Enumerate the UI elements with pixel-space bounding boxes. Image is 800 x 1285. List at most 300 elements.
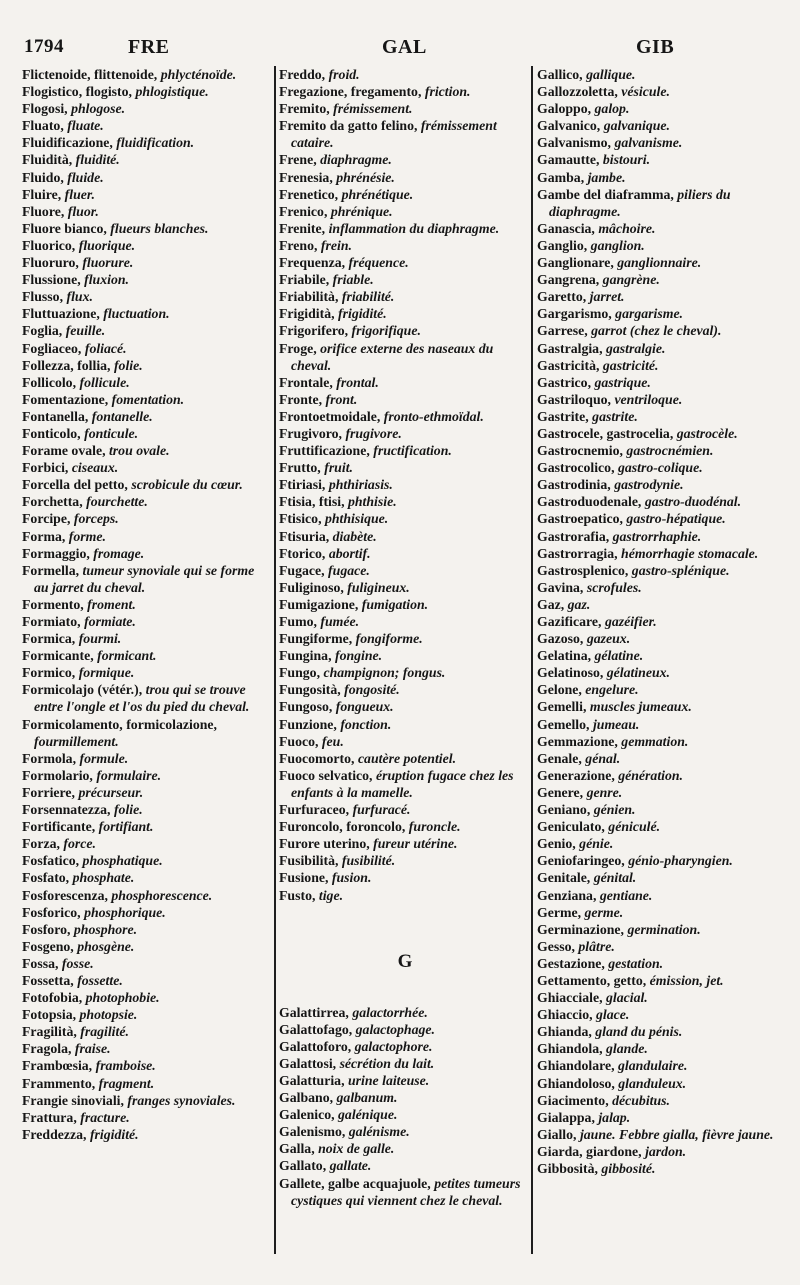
dictionary-entry: [279, 647, 531, 664]
entry-term: Fusto,: [279, 887, 319, 903]
dictionary-entry: [22, 374, 272, 391]
entry-term: Gelatina,: [537, 648, 595, 664]
dictionary-entry: [22, 510, 272, 527]
entry-term: Fusibilità,: [279, 853, 342, 869]
entry-term: Giacimento,: [537, 1092, 613, 1108]
entry-term: Froge,: [279, 340, 321, 356]
entry-translation: phosphate.: [72, 870, 135, 886]
entry-term: Fosforo,: [22, 921, 74, 937]
dictionary-entry: [537, 1075, 799, 1092]
entry-translation: frigidité.: [89, 1126, 139, 1142]
entry-term: Galvanico,: [537, 118, 604, 134]
entry-term: Ghiandolare,: [537, 1058, 619, 1074]
entry-translation: phlogose.: [71, 101, 126, 117]
dictionary-entry: [22, 322, 272, 339]
entry-term: Ganglionare,: [537, 255, 618, 271]
entry-term: Fusione,: [279, 870, 332, 886]
dictionary-column-2: [279, 66, 531, 1256]
entry-translation: gastrocèle.: [676, 425, 738, 441]
entry-translation: garrot (chez le cheval).: [591, 323, 722, 339]
entry-translation: frein.: [320, 237, 352, 253]
entry-term: Frenico,: [279, 203, 331, 219]
entry-term: Galattoforo,: [279, 1038, 355, 1054]
entry-translation: germe.: [584, 904, 624, 920]
dictionary-entry: [279, 545, 531, 562]
dictionary-entry: [22, 938, 272, 955]
entry-term: Galatturia,: [279, 1072, 348, 1088]
entry-term: Funzione,: [279, 716, 341, 732]
dictionary-entry: [279, 1038, 531, 1055]
entry-term: Fungo,: [279, 665, 324, 681]
entry-translation: furoncle.: [408, 819, 461, 835]
dictionary-entry: [279, 1021, 531, 1038]
dictionary-entry: [22, 169, 272, 186]
entry-term: Gastrocele, gastrocelia,: [537, 425, 677, 441]
entry-translation: fongosité.: [344, 682, 400, 698]
entry-term: Gemello,: [537, 716, 593, 732]
entry-translation: galénisme.: [348, 1124, 410, 1140]
dictionary-entry: [537, 442, 799, 459]
dictionary-entry: [537, 1057, 799, 1074]
entry-term: Gestazione,: [537, 955, 609, 971]
entry-translation: urine laiteuse.: [347, 1072, 430, 1088]
entry-term: Fungina,: [279, 648, 335, 664]
dictionary-entry: [279, 391, 531, 408]
entry-translation: abortif.: [328, 545, 371, 561]
entry-translation: folie.: [113, 802, 143, 818]
entry-translation: tumeur synoviale qui se forme au jarret du cheval.: [34, 562, 255, 595]
entry-term: Gesso,: [537, 938, 579, 954]
dictionary-entry: [279, 374, 531, 391]
dictionary-entry: [22, 408, 272, 425]
entry-translation: fourmillement.: [34, 733, 119, 749]
entry-translation: fronto-ethmoïdal.: [383, 408, 484, 424]
dictionary-entry: [537, 1143, 799, 1160]
entry-term: Giallo,: [537, 1126, 580, 1142]
entry-term: Genale,: [537, 750, 586, 766]
entry-term: Flictenoide, flittenoide,: [22, 67, 161, 82]
dictionary-entry: [22, 1023, 272, 1040]
entry-translation: gallate.: [329, 1158, 372, 1174]
entry-term: Ganascia,: [537, 220, 599, 236]
entry-term: Fotofobia,: [22, 990, 86, 1006]
dictionary-entry: [537, 408, 799, 425]
entry-term: Galenico,: [279, 1107, 339, 1123]
entry-term: Frontale,: [279, 374, 337, 390]
entry-term: Fluido,: [22, 169, 68, 185]
entry-term: Genziana,: [537, 887, 600, 903]
entry-term: Fuocomorto,: [279, 750, 358, 766]
entry-term: Gastrorragia,: [537, 545, 622, 561]
entry-translation: fluctuation.: [103, 306, 170, 322]
entry-term: Furore uterino,: [279, 836, 374, 852]
entry-translation: gland du pénis.: [595, 1024, 683, 1040]
entry-translation: ciseaux.: [71, 460, 119, 476]
section-letter: G: [397, 950, 413, 972]
dictionary-entry: [279, 220, 531, 237]
dictionary-entry: [537, 83, 799, 100]
dictionary-entry: [537, 134, 799, 151]
dictionary-entry: [279, 66, 531, 83]
entry-translation: fluxion.: [84, 272, 129, 288]
dictionary-entry: [537, 169, 799, 186]
entry-translation: génien.: [593, 802, 636, 818]
entry-term: Flussione,: [22, 272, 85, 288]
entry-translation: fluide.: [67, 169, 104, 185]
entry-translation: gastro-hépatique.: [626, 511, 726, 527]
dictionary-entry: [279, 852, 531, 869]
entry-term: Fonticolo,: [22, 425, 85, 441]
dictionary-entry: [279, 1004, 531, 1021]
dictionary-entry: [537, 459, 799, 476]
entry-translation: froment.: [87, 596, 136, 612]
dictionary-entry: [537, 716, 799, 733]
entry-translation: fluorure.: [82, 255, 134, 271]
dictionary-entry: [537, 801, 799, 818]
entry-translation: sécrétion du lait.: [339, 1055, 435, 1071]
entry-translation: fuligineux.: [347, 579, 410, 595]
entry-translation: engelure.: [585, 682, 639, 698]
entry-term: Formento,: [22, 596, 88, 612]
dictionary-entry: [537, 972, 799, 989]
dictionary-entry: [537, 100, 799, 117]
running-head-middle: GAL: [382, 36, 427, 58]
dictionary-entry: [279, 579, 531, 596]
dictionary-entry: [22, 476, 272, 493]
entry-term: Forame ovale,: [22, 443, 109, 459]
entry-translation: gastro-colique.: [617, 460, 703, 476]
entry-term: Fregazione, fregamento,: [279, 84, 425, 100]
dictionary-entry: [22, 1126, 272, 1143]
dictionary-entry: [537, 510, 799, 527]
entry-translation: gastrorrhaphie.: [612, 528, 702, 544]
entry-term: Fremito da gatto felino,: [279, 118, 421, 134]
entry-term: Formicolamento, formicolazione,: [22, 716, 218, 732]
entry-term: Frutto,: [279, 460, 325, 476]
entry-term: Gallozzoletta,: [537, 84, 622, 100]
entry-translation: gaz.: [567, 596, 591, 612]
entry-translation: germination.: [627, 921, 701, 937]
entry-term: Forza,: [22, 836, 64, 852]
dictionary-entry: [537, 1092, 799, 1109]
entry-translation: galénique.: [338, 1107, 398, 1123]
entry-translation: fraise.: [74, 1041, 111, 1057]
entry-translation: framboise.: [95, 1058, 156, 1074]
dictionary-entry: [537, 630, 799, 647]
dictionary-entry: [537, 852, 799, 869]
entry-term: Germe,: [537, 904, 585, 920]
entry-term: Flusso,: [22, 289, 67, 305]
entry-term: Forsennatezza,: [22, 802, 114, 818]
entry-translation: gastricité.: [602, 357, 659, 373]
dictionary-entry: [537, 818, 799, 835]
dictionary-entry: [22, 613, 272, 630]
dictionary-entry: [279, 408, 531, 425]
running-head-left: FRE: [128, 36, 170, 58]
dictionary-entry: [22, 545, 272, 562]
dictionary-entry: [22, 664, 272, 681]
dictionary-entry: [537, 921, 799, 938]
entry-translation: gastro-duodénal.: [644, 494, 742, 510]
entry-translation: orifice externe des naseaux du cheval.: [291, 340, 494, 373]
dictionary-entry: [279, 733, 531, 750]
entry-translation: flueurs blanches.: [110, 220, 209, 236]
entry-translation: franges synoviales.: [127, 1092, 236, 1108]
entry-term: Genitale,: [537, 870, 594, 886]
entry-translation: phthisie.: [347, 494, 397, 510]
entry-translation: fugace.: [328, 562, 370, 578]
dictionary-entry: [22, 835, 272, 852]
entry-translation: trou ovale.: [108, 443, 170, 459]
entry-term: Forcella del petto,: [22, 477, 132, 493]
entry-translation: fusibilité.: [341, 853, 396, 869]
dictionary-entry: [537, 237, 799, 254]
entry-translation: génital.: [593, 870, 637, 886]
entry-term: Garetto,: [537, 289, 590, 305]
entry-translation: gélatineux.: [606, 665, 671, 681]
entry-translation: feu.: [321, 733, 344, 749]
dictionary-entry: [537, 750, 799, 767]
dictionary-entry: [537, 869, 799, 886]
entry-translation: forceps.: [73, 511, 119, 527]
entry-translation: friable.: [332, 272, 374, 288]
entry-translation: diaphragme.: [320, 152, 392, 168]
dictionary-entry: [537, 1023, 799, 1040]
dictionary-entry: [279, 1106, 531, 1123]
entry-term: Frequenza,: [279, 255, 349, 271]
entry-translation: fongiforme.: [355, 631, 423, 647]
entry-term: Galvanismo,: [537, 135, 615, 151]
entry-translation: galactophage.: [355, 1021, 435, 1037]
entry-translation: galvanisme.: [614, 135, 683, 151]
entry-term: Galbano,: [279, 1090, 337, 1106]
page-header: [0, 36, 800, 66]
entry-term: Fugace,: [279, 562, 329, 578]
entry-translation: formique.: [78, 665, 135, 681]
entry-translation: émission, jet.: [649, 972, 724, 988]
entry-translation: fomentation.: [111, 391, 185, 407]
dictionary-entry: [279, 801, 531, 818]
dictionary-entry: [279, 100, 531, 117]
entry-term: Geniofaringeo,: [537, 853, 629, 869]
entry-translation: gastrocnémien.: [626, 443, 714, 459]
entry-term: Fluorico,: [22, 237, 79, 253]
dictionary-entry: [537, 955, 799, 972]
dictionary-entry: [22, 220, 272, 237]
entry-translation: inflammation du diaphragme.: [328, 220, 500, 236]
entry-term: Forma,: [22, 528, 69, 544]
dictionary-entry: [537, 562, 799, 579]
dictionary-entry: [537, 1006, 799, 1023]
dictionary-entry: [22, 784, 272, 801]
dictionary-entry: [22, 425, 272, 442]
dictionary-entry: [537, 357, 799, 374]
entry-term: Fosfatico,: [22, 853, 83, 869]
entry-term: Gangrena,: [537, 272, 603, 288]
entry-term: Fumo,: [279, 614, 321, 629]
entry-term: Garrese,: [537, 323, 592, 339]
entry-translation: gangrène.: [602, 272, 660, 288]
dictionary-entry: [279, 151, 531, 168]
entry-term: Fremito,: [279, 101, 334, 117]
dictionary-entry: [537, 733, 799, 750]
entry-term: Gastralgia,: [537, 340, 606, 356]
entry-translation: phlycténoïde.: [160, 67, 237, 82]
entry-translation: petites tumeurs cystiques qui viennent chez le cheval.: [291, 1175, 521, 1208]
dictionary-entry: [537, 579, 799, 596]
page-number: 1794: [24, 36, 64, 57]
entry-translation: glacial.: [605, 990, 648, 1006]
entry-translation: front.: [325, 391, 358, 407]
dictionary-entry: [279, 476, 531, 493]
dictionary-entry: [22, 203, 272, 220]
entry-term: Gazoso,: [537, 631, 587, 647]
entry-term: Fluidità,: [22, 152, 76, 168]
entry-translation: phosphorescence.: [111, 887, 213, 903]
dictionary-entry: [279, 750, 531, 767]
entry-term: Galla,: [279, 1141, 319, 1157]
entry-term: Ftisia, ftisi,: [279, 494, 348, 510]
entry-translation: jardon.: [645, 1143, 687, 1159]
dictionary-entry: [537, 305, 799, 322]
entry-term: Frambœsia,: [22, 1058, 96, 1074]
entry-term: Frenesia,: [279, 169, 337, 185]
entry-translation: ganglion.: [590, 237, 645, 253]
entry-term: Freddezza,: [22, 1126, 90, 1142]
dictionary-entry: [279, 510, 531, 527]
dictionary-entry: [537, 767, 799, 784]
entry-term: Gargarismo,: [537, 306, 616, 322]
entry-term: Ganglio,: [537, 237, 591, 253]
entry-translation: gastrique.: [594, 374, 651, 390]
entry-term: Fragilità,: [22, 1024, 81, 1040]
entry-translation: vésicule.: [621, 84, 670, 100]
entry-translation: génal.: [585, 750, 621, 766]
entry-term: Galattofago,: [279, 1021, 356, 1037]
entry-term: Gemelli,: [537, 699, 590, 715]
entry-translation: phlogistique.: [135, 84, 209, 100]
entry-translation: géniculé.: [608, 819, 661, 835]
entry-translation: fongueux.: [335, 699, 394, 715]
dictionary-entry: [537, 664, 799, 681]
entry-translation: fréquence.: [348, 255, 409, 271]
entry-translation: fortifiant.: [98, 819, 154, 835]
entry-term: Flogistico, flogisto,: [22, 84, 136, 100]
entry-term: Gastrorafia,: [537, 528, 613, 544]
entry-term: Galenismo,: [279, 1124, 349, 1140]
entry-term: Genere,: [537, 784, 587, 800]
entry-term: Ghiaccio,: [537, 1007, 597, 1023]
entry-term: Fomentazione,: [22, 391, 112, 407]
entry-term: Foglia,: [22, 323, 66, 339]
dictionary-entry: [22, 117, 272, 134]
dictionary-entry: [22, 1109, 272, 1126]
entry-translation: scrofules.: [586, 579, 642, 595]
dictionary-entry: [22, 66, 272, 83]
dictionary-entry: [279, 1175, 531, 1209]
dictionary-entry: [22, 254, 272, 271]
dictionary-entry: [279, 271, 531, 288]
dictionary-entry: [22, 921, 272, 938]
entry-term: Gamba,: [537, 169, 588, 185]
dictionary-entry: [279, 203, 531, 220]
entry-translation: feuille.: [65, 323, 106, 339]
dictionary-entry: [279, 613, 531, 630]
entry-translation: glace.: [596, 1007, 630, 1023]
dictionary-entry: [22, 596, 272, 613]
dictionary-entry: [22, 852, 272, 869]
dictionary-entry: [22, 1092, 272, 1109]
entry-term: Forcipe,: [22, 511, 74, 527]
entry-translation: fumée.: [320, 614, 360, 629]
entry-term: Frene,: [279, 152, 321, 168]
entry-term: Gastricità,: [537, 357, 603, 373]
entry-term: Gastrocolico,: [537, 460, 618, 476]
dictionary-entry: [22, 887, 272, 904]
entry-term: Fragola,: [22, 1041, 75, 1057]
dictionary-entry: [22, 493, 272, 510]
dictionary-entry: [22, 83, 272, 100]
dictionary-entry: [22, 818, 272, 835]
entry-term: Fuoco,: [279, 733, 322, 749]
entry-translation: tige.: [318, 887, 344, 903]
entry-translation: phosphatique.: [82, 853, 163, 869]
entry-term: Frangie sinoviali,: [22, 1092, 128, 1108]
dictionary-entry: [22, 442, 272, 459]
entry-translation: galbanum.: [336, 1090, 398, 1106]
entry-term: Forriere,: [22, 784, 79, 800]
entry-translation: précurseur.: [78, 784, 144, 800]
dictionary-entry: [22, 801, 272, 818]
dictionary-entry: [279, 425, 531, 442]
entry-translation: plâtre.: [578, 938, 615, 954]
dictionary-entry: [22, 134, 272, 151]
entry-translation: friction.: [424, 84, 471, 100]
entry-term: Ghiandoloso,: [537, 1075, 619, 1091]
entry-translation: fongine.: [334, 648, 383, 664]
dictionary-entry: [537, 938, 799, 955]
dictionary-entry: [537, 647, 799, 664]
column-rule: [531, 66, 533, 1254]
entry-translation: frigorifique.: [351, 323, 421, 339]
entry-term: Formola,: [22, 750, 80, 766]
entry-translation: phosphore.: [73, 921, 138, 937]
entry-translation: fonticule.: [84, 425, 139, 441]
dictionary-entry: [537, 220, 799, 237]
entry-term: Flogosi,: [22, 101, 72, 117]
entry-translation: ventriloque.: [614, 391, 683, 407]
dictionary-entry: [537, 528, 799, 545]
dictionary-entry: [22, 1040, 272, 1057]
entry-translation: photopsie.: [79, 1007, 138, 1023]
entry-translation: fossette.: [77, 972, 123, 988]
entry-translation: génio-pharyngien.: [628, 853, 733, 869]
dictionary-entry: [537, 596, 799, 613]
entry-term: Forbici,: [22, 460, 72, 476]
dictionary-column-3: [537, 66, 799, 1256]
entry-term: Fluoruro,: [22, 255, 83, 271]
dictionary-entry: [279, 459, 531, 476]
entry-term: Freno,: [279, 237, 321, 253]
entry-translation: gastrite.: [592, 408, 638, 424]
dictionary-entry: [22, 955, 272, 972]
entry-translation: fragment.: [98, 1075, 155, 1091]
dictionary-entry: [537, 1160, 799, 1177]
entry-term: Friabilità,: [279, 289, 342, 305]
entry-translation: gestation.: [608, 955, 664, 971]
entry-translation: gargarisme.: [615, 306, 684, 322]
entry-term: Gambe del diaframma,: [537, 186, 678, 202]
